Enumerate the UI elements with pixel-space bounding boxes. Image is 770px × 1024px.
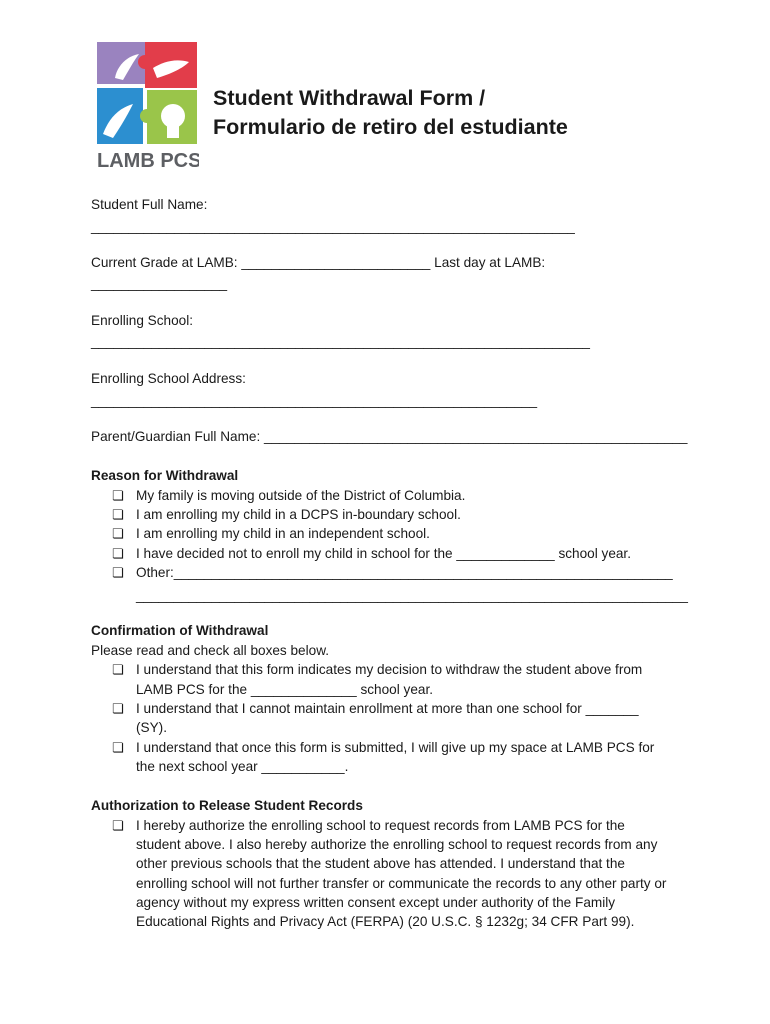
- confirmation-item-3-cont: the next school year ___________.: [136, 759, 349, 774]
- last-day-blank[interactable]: __________________: [91, 276, 228, 291]
- authorization-text: student above. I also hereby authorize the enrolling school to request records from any: [136, 837, 658, 852]
- reason-item: I am enrolling my child in a DCPS in-boundary school.: [136, 507, 461, 522]
- title-spanish: Formulario de retiro del estudiante: [213, 115, 568, 139]
- enrolling-school-blank[interactable]: __________________________________________________________________: [91, 334, 590, 349]
- address-label: Enrolling School Address:: [91, 371, 246, 386]
- reason-item: Other:__________________________________________________________________: [136, 565, 673, 580]
- checkbox-icon[interactable]: ❏: [112, 662, 124, 677]
- confirmation-item-2: I understand that I cannot maintain enrollment at more than one school for _______: [136, 701, 639, 716]
- other-continuation-blank[interactable]: _________________________________________________________________________: [136, 588, 688, 603]
- authorization-text: Educational Rights and Privacy Act (FERPA) (20 U.S.C. § 1232g; 34 CFR Part 99).: [136, 914, 635, 929]
- confirmation-item-1: I understand that this form indicates my decision to withdraw the student above from: [136, 662, 643, 677]
- lamb-pcs-logo: [93, 38, 199, 173]
- authorization-text: other previous schools that the student above has attended. I understand that the: [136, 856, 625, 871]
- student-name-label: Student Full Name:: [91, 197, 208, 212]
- checkbox-icon[interactable]: ❏: [112, 526, 124, 541]
- reason-heading: Reason for Withdrawal: [91, 468, 239, 483]
- checkbox-icon[interactable]: ❏: [112, 701, 124, 716]
- authorization-text: agency without my express written consent except under authority of the Family: [136, 895, 616, 910]
- confirmation-item-3: I understand that once this form is submitted, I will give up my space at LAMB PCS for: [136, 740, 655, 755]
- checkbox-icon[interactable]: ❏: [112, 507, 124, 522]
- student-name-blank[interactable]: ________________________________________________________________: [91, 219, 575, 234]
- authorization-text: enrolling school will not further transfer or communicate the records to any other party or: [136, 876, 667, 891]
- authorization-text: I hereby authorize the enrolling school to request records from LAMB PCS for the: [136, 818, 625, 833]
- checkbox-icon[interactable]: ❏: [112, 740, 124, 755]
- logo-text: LAMB PCS: [97, 150, 199, 172]
- guardian-line[interactable]: Parent/Guardian Full Name: ________________________________________________________: [91, 429, 688, 444]
- reason-item: I am enrolling my child in an independent school.: [136, 526, 430, 541]
- confirmation-instruction: Please read and check all boxes below.: [91, 643, 330, 658]
- checkbox-icon[interactable]: ❏: [112, 546, 124, 561]
- reason-item: My family is moving outside of the District of Columbia.: [136, 488, 466, 503]
- confirmation-item-2-cont: (SY).: [136, 720, 167, 735]
- authorization-heading: Authorization to Release Student Records: [91, 798, 363, 813]
- address-blank[interactable]: ___________________________________________________________: [91, 393, 538, 408]
- checkbox-icon[interactable]: ❏: [112, 565, 124, 580]
- checkbox-icon[interactable]: ❏: [112, 818, 124, 833]
- grade-line[interactable]: Current Grade at LAMB: _________________________ Last day at LAMB:: [91, 255, 546, 270]
- reason-item: I have decided not to enroll my child in school for the _____________ school year.: [136, 546, 631, 561]
- enrolling-school-label: Enrolling School:: [91, 313, 194, 328]
- title-english: Student Withdrawal Form /: [213, 86, 486, 110]
- puzzle-logo-icon: [93, 38, 199, 173]
- confirmation-heading: Confirmation of Withdrawal: [91, 623, 269, 638]
- confirmation-item-1-cont: LAMB PCS for the ______________ school year.: [136, 682, 433, 697]
- form-title: [213, 84, 568, 142]
- checkbox-icon[interactable]: ❏: [112, 488, 124, 503]
